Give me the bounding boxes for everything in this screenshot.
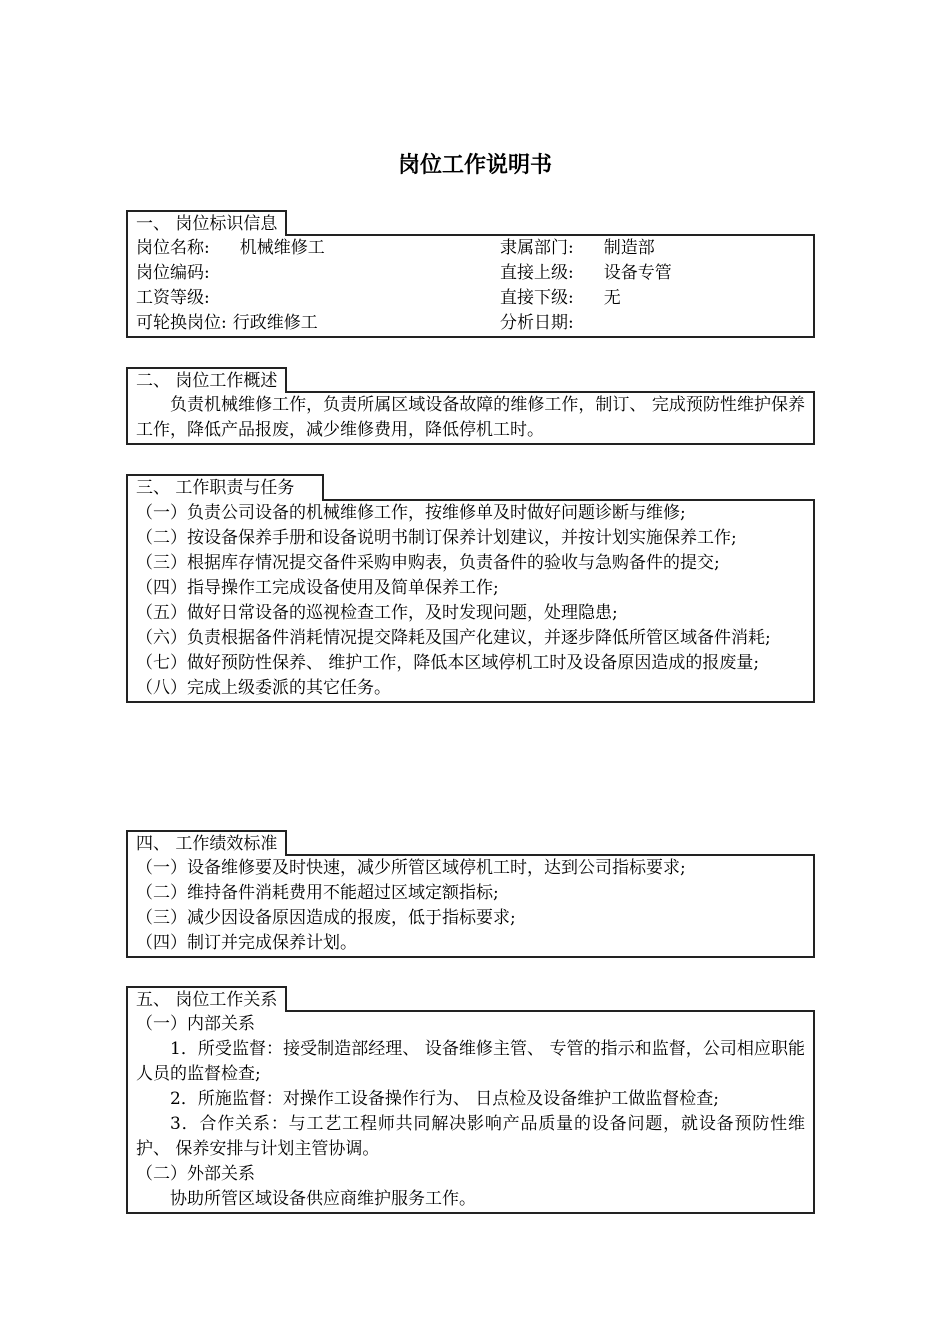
section-heading: 三、 工作职责与任务 [126,474,324,501]
section-identity [126,210,815,338]
duty-item: （八）完成上级委派的其它任务。 [136,678,391,698]
field-value: 无 [603,288,621,308]
field-value: 制造部 [603,238,655,258]
standard-item: （三）减少因设备原因造成的报废，低于指标要求; [136,908,516,928]
field-value: 行政维修工 [232,313,318,333]
info-row [136,311,805,336]
section-heading: 二、 岗位工作概述 [126,367,287,393]
relation-item: 1．所受监督：接受制造部经理、 设备维修主管、 专管的指示和监督，公司相应职能人员的监督检查; [136,1039,805,1084]
performance-box [126,854,815,958]
field-label: 岗位名称: [136,238,210,258]
section-overview [126,367,815,445]
field-label: 可轮换岗位: [136,313,227,333]
external-relation-text: 协助所管区域设备供应商维护服务工作。 [170,1189,476,1209]
identity-box [126,234,815,338]
section-duties [126,474,815,703]
external-relations-title: （二）外部关系 [136,1164,255,1184]
field-label: 工资等级: [136,288,210,308]
field-label: 直接上级: [500,263,574,283]
field-label: 隶属部门: [500,238,574,258]
section-performance [126,830,815,958]
standard-item: （一）设备维修要及时快速，减少所管区域停机工时，达到公司指标要求; [136,858,686,878]
info-row [136,261,805,286]
relation-item: 2．所施监督：对操作工设备操作行为、 日点检及设备维护工做监督检查; [170,1089,719,1109]
duty-item: （三）根据库存情况提交备件采购申购表，负责备件的验收与急购备件的提交; [136,553,720,573]
field-label: 直接下级: [500,288,574,308]
section-heading: 五、 岗位工作关系 [126,986,287,1012]
field-value: 设备专管 [603,263,672,283]
info-row [136,236,805,261]
duty-item: （七）做好预防性保养、 维护工作，降低本区域停机工时及设备原因造成的报废量; [136,653,760,673]
overview-text: 负责机械维修工作，负责所属区域设备故障的维修工作，制订、 完成预防性维护保养工作，降低产品报废，减少维修费用，降低停机工时。 [136,395,805,440]
relation-item: 3．合作关系：与工艺工程师共同解决影响产品质量的设备问题，就设备预防性维护、 保养安排与计划主管协调。 [136,1114,805,1159]
section-heading: 一、 岗位标识信息 [126,210,287,236]
overview-box [126,391,815,445]
duty-item: （一）负责公司设备的机械维修工作，按维修单及时做好问题诊断与维修; [136,503,686,523]
duty-item: （二）按设备保养手册和设备说明书制订保养计划建议，并按计划实施保养工作; [136,528,737,548]
field-value: 机械维修工 [239,238,325,258]
field-label: 分析日期: [500,313,574,333]
duty-item: （五）做好日常设备的巡视检查工作，及时发现问题，处理隐患; [136,603,618,623]
info-row [136,286,805,311]
duties-box [126,499,815,703]
section-relations [126,986,815,1214]
internal-relations-title: （一）内部关系 [136,1014,255,1034]
section-heading: 四、 工作绩效标准 [126,830,287,856]
page-title: 岗位工作说明书 [397,153,552,178]
relations-box [126,1010,815,1214]
duty-item: （四）指导操作工完成设备使用及简单保养工作; [136,578,499,598]
standard-item: （二）维持备件消耗费用不能超过区域定额指标; [136,883,499,903]
field-label: 岗位编码: [136,263,210,283]
duty-item: （六）负责根据备件消耗情况提交降耗及国产化建议，并逐步降低所管区域备件消耗; [136,628,771,648]
standard-item: （四）制订并完成保养计划。 [136,933,357,953]
